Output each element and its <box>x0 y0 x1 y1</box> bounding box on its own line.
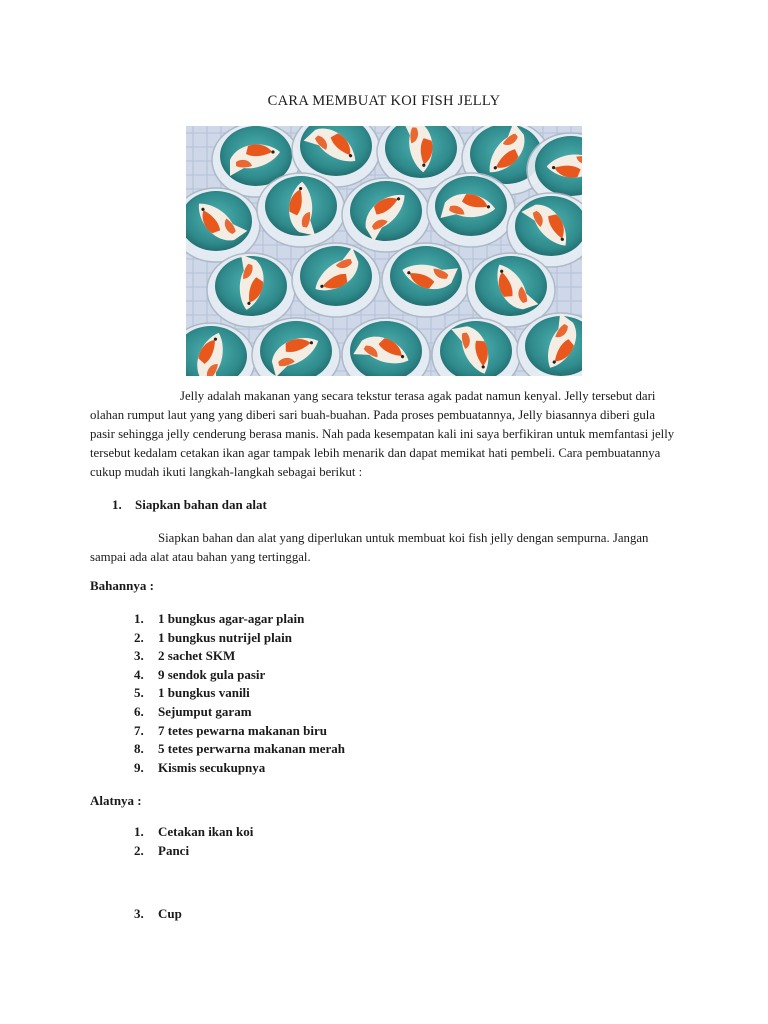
list-item: 1. 1 bungkus agar-agar plain <box>134 611 305 626</box>
list-item: 6. Sejumput garam <box>134 703 252 719</box>
tools-list-continued <box>134 905 182 924</box>
list-item: 8. 5 tetes perwarna makanan merah <box>134 741 346 757</box>
ingredients-list <box>134 610 345 777</box>
list-item: 1. Cetakan ikan koi <box>134 824 254 839</box>
ingredients-heading: Bahannya : <box>90 578 154 593</box>
step-1-number: 1. <box>112 497 122 512</box>
koi-jelly-illustration <box>186 126 582 376</box>
step-1-paragraph: Siapkan bahan dan alat yang diperlukan untuk membuat koi fish jelly dengan sempurna. Jangan sampai ada alat atau bahan yang tertinggal. <box>90 531 649 564</box>
jelly-cup <box>207 253 295 327</box>
koi-jelly-photo <box>186 126 582 376</box>
step-1-heading <box>112 497 267 513</box>
step-1-title: Siapkan bahan dan alat <box>135 497 267 512</box>
list-item: 7. 7 tetes pewarna makanan biru <box>134 722 328 738</box>
list-item: 4. 9 sendok gula pasir <box>134 666 266 682</box>
jelly-cup <box>382 243 470 317</box>
list-item: 2. Panci <box>134 842 190 858</box>
page-title: CARA MEMBUAT KOI FISH JELLY <box>267 93 501 109</box>
list-item: 3. Cup <box>134 906 182 921</box>
list-item: 9. Kismis secukupnya <box>134 759 266 775</box>
list-item: 5. 1 bungkus vanili <box>134 685 250 701</box>
jelly-cup <box>292 243 380 317</box>
tools-heading: Alatnya : <box>90 793 142 808</box>
intro-paragraph: Jelly adalah makanan yang secara tekstur terasa agak padat namun kenyal. Jelly tersebut dari olahan rumput laut yang yang diberi sari buah-buahan. Pada proses pembuatannya, Jelly biasannya diberi gula pasir sehingga jelly cenderung berasa manis. Nah pada kesempatan kali ini saya berfikiran untuk memfantasi jelly tersebut kedalam cetakan ikan agar tampak lebih menarik dan dapat memikat hati pembeli. Cara pembuatannya cukup mudah ikuti langkah-langkah sebagai berikut : <box>90 389 675 479</box>
list-item: 2. 1 bungkus nutrijel plain <box>134 629 293 645</box>
list-item: 3. 2 sachet SKM <box>134 648 236 664</box>
tools-list <box>134 823 253 860</box>
jelly-cup <box>427 173 515 247</box>
jelly-cup <box>342 178 430 252</box>
jelly-cup <box>257 173 345 247</box>
